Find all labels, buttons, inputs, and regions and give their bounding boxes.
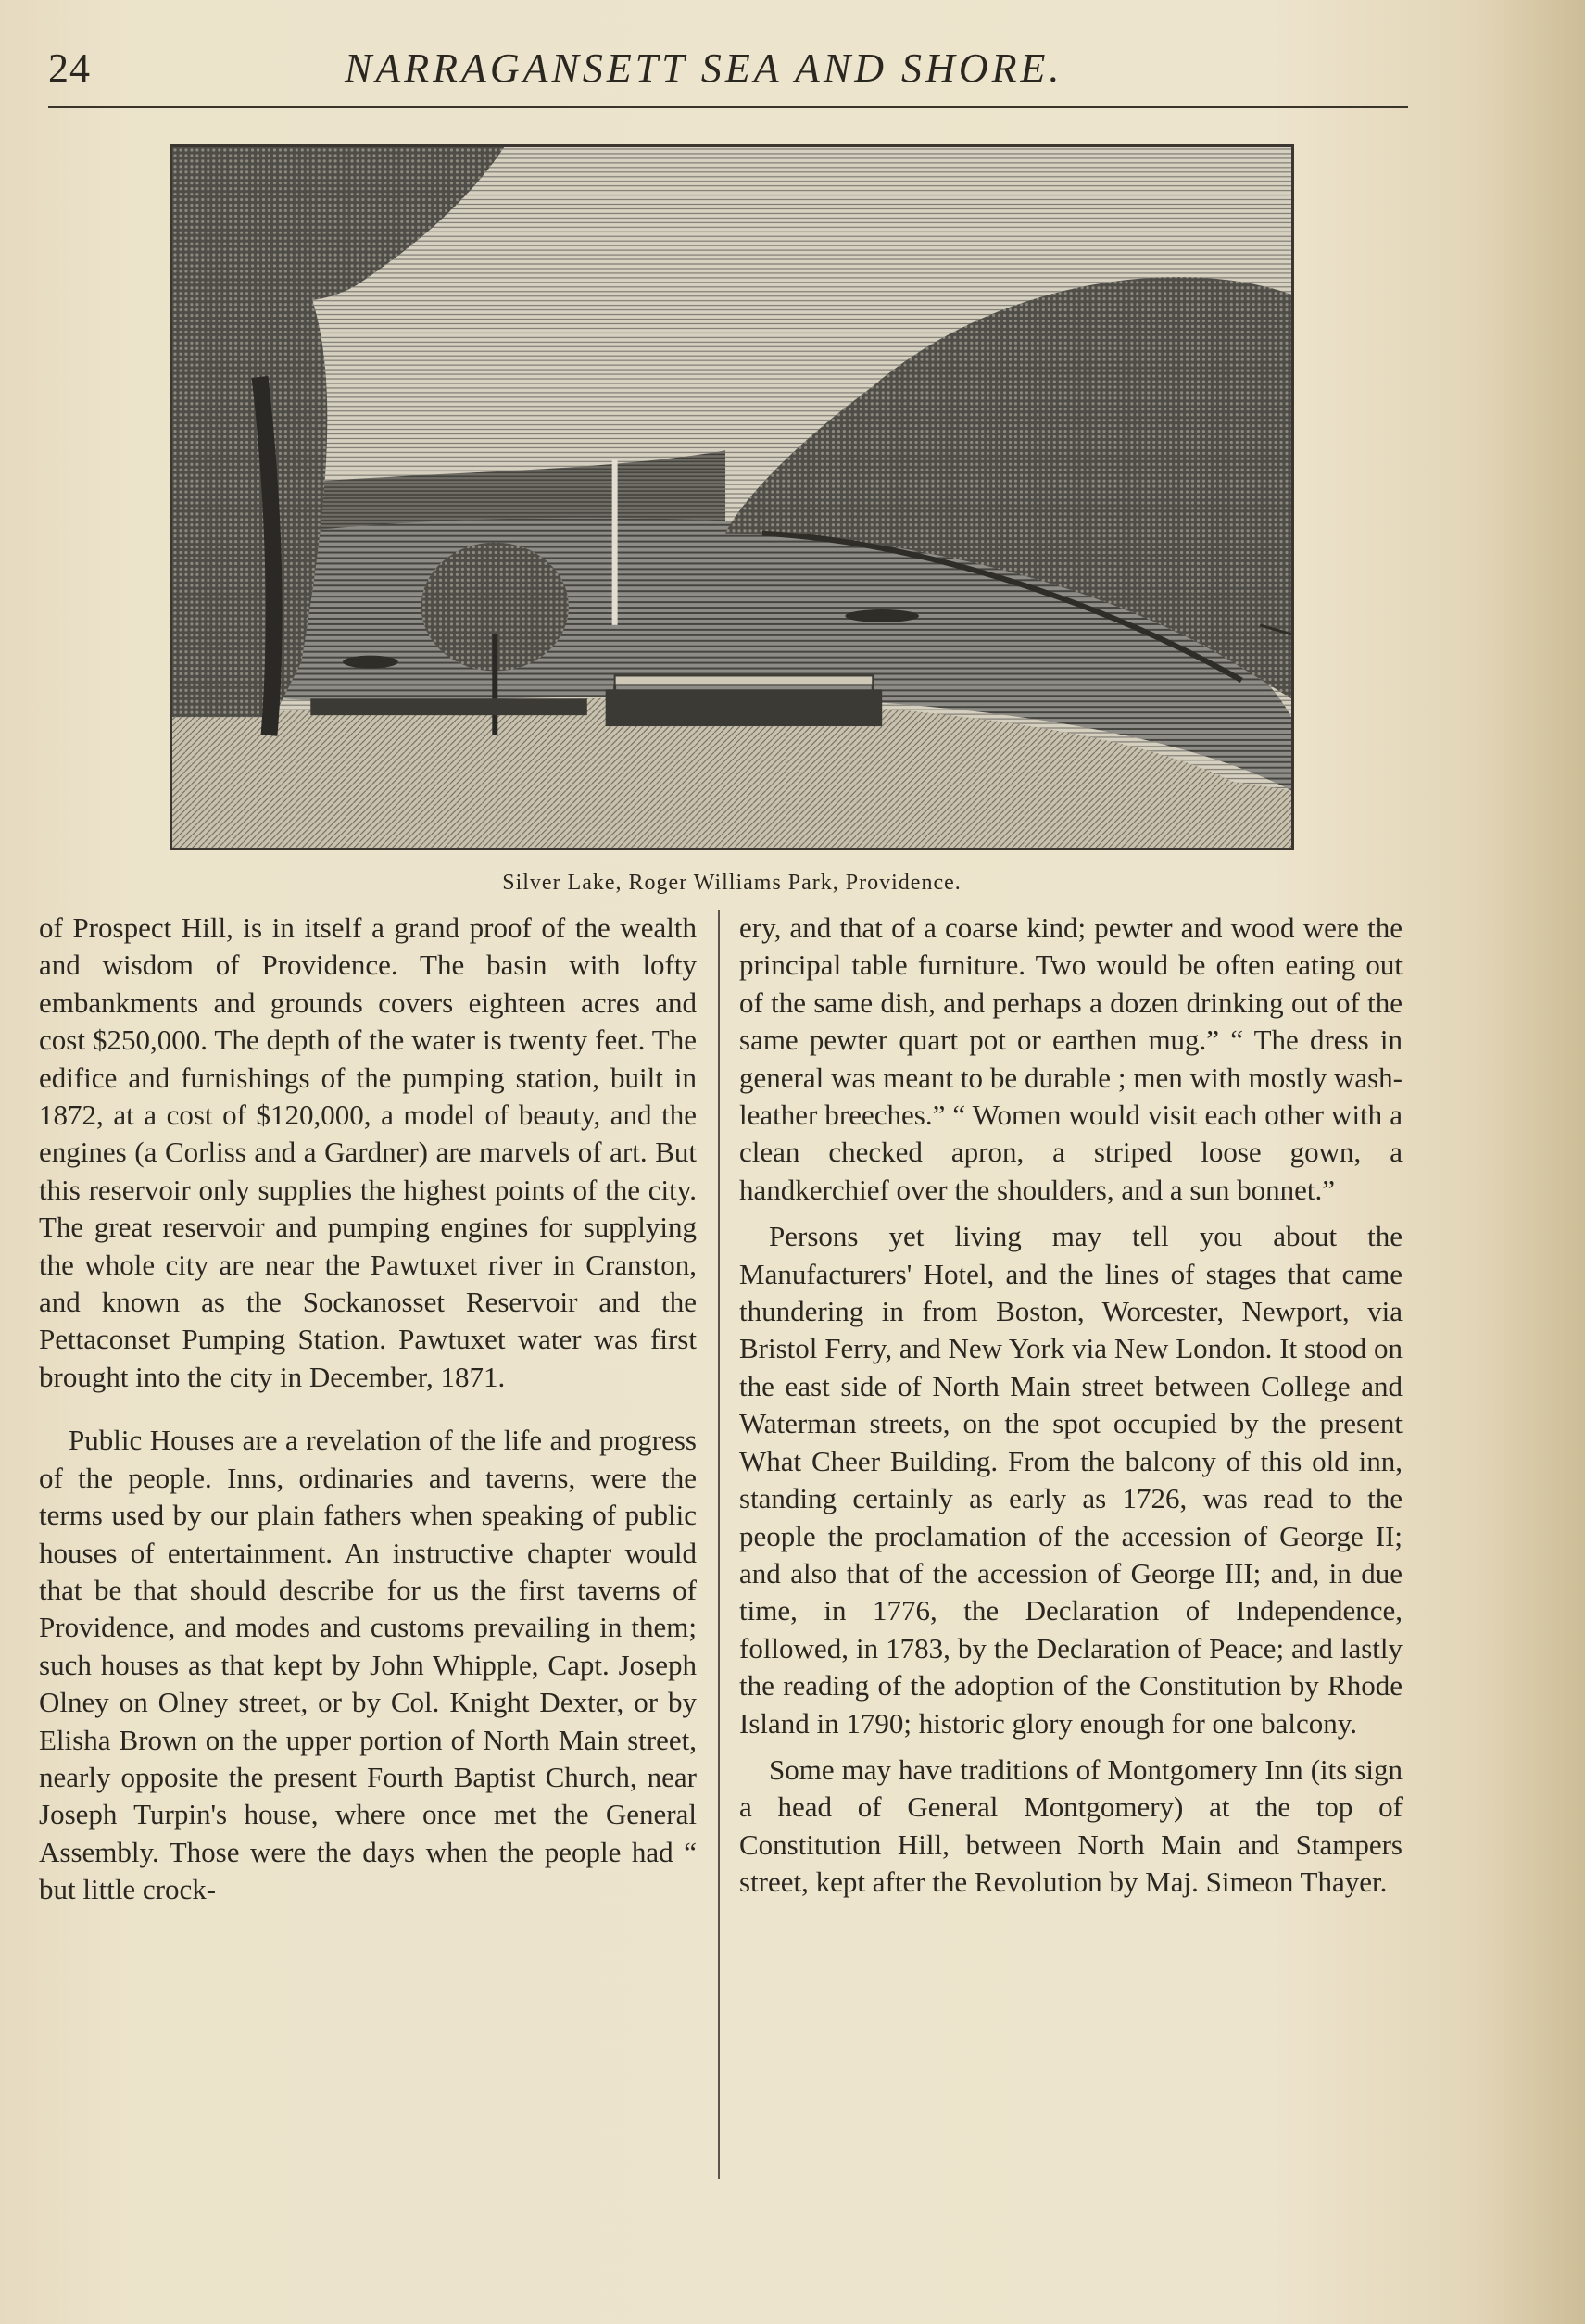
engraving-drawing — [172, 147, 1291, 848]
left-paragraph-1: of Prospect Hill, is in itself a grand proof of the wealth and wisdom of Providence. The basin with lofty embankments and grounds covers eighteen acres and cost $250,000. The depth of the water is twenty feet. The edifice and furnishings of the pumping station, built in 1872, at a cost of $120,000, a model of beauty, and the engines (a Corliss and a Gardner) are marvels of art. But this reservoir only supplies the highest points of the city. The great reservoir and pumping engines for supplying the whole city are near the Pawtuxet river in Cranston, and known as the Sockanosset Reservoir and the Pettaconset Pumping Station. Pawtuxet water was first brought into the city in December, 1871. — [39, 911, 697, 1393]
running-title: NARRAGANSETT SEA AND SHORE. — [345, 45, 1063, 91]
page-number: 24 — [48, 45, 91, 91]
left-paragraph-2: Public Houses are a revelation of the life and progress of the people. Inns, ordinaries and taverns, were the terms used by our plain fathers when speaking of public houses of entertainment. An instructive chapter would that be that should describe for us the first taverns of Providence, and modes and customs prevailing in them; such houses as that kept by John Whipple, Capt. Joseph Olney on Olney street, or by Col. Knight Dexter, or by Elisha Brown on the upper portion of North Main street, nearly opposite the present Fourth Baptist Church, near Joseph Turpin's house, where once met the General Assembly. Those were the days when the people had “ but little crock- — [39, 1424, 697, 1906]
right-paragraph-2: Persons yet living may tell you about the Manufacturers' Hotel, and the lines of stages that came thundering in from Boston, Worcester, Newport, via Bristol Ferry, and New York via New London. It stood on the east side of North Main street between College and Waterman streets, on the spot occupied by the present What Cheer Building. From the balcony of this old inn, standing certainly as early as 1726, was read to the people the proclamation of the accession of George II; and also that of the accession of George III; and, in due time, in 1776, the Declaration of Independence, followed, in 1783, by the Declaration of Peace; and lastly the reading of the adoption of the Constitution by Rhode Island in 1790; historic glory enough for one balcony. — [739, 1220, 1403, 1740]
column-divider — [718, 910, 720, 2179]
right-paragraph-3: Some may have traditions of Montgomery Inn (its sign a head of General Montgomery) at the top of Constitution Hill, between North Main and Stampers street, kept after the Revolution by Maj. Simeon Thayer. — [739, 1752, 1403, 1899]
right-column — [739, 910, 1403, 1902]
silver-lake-engraving — [170, 144, 1294, 850]
page-header — [48, 41, 1410, 106]
right-paragraph-1: ery, and that of a coarse kind; pewter and wood were the principal table furniture. Two would be often eating out of the same dish, and perhaps a dozen drinking out of the same pewter quart pot or earthen mug.” “ The dress in general was meant to be durable ; men with mostly wash-leather breeches.” “ Women would visit each other with a clean checked apron, a striped loose gown, a handkerchief over the shoulders, and a sun bonnet.” — [739, 911, 1403, 1206]
left-column — [39, 910, 697, 1909]
header-rule — [48, 106, 1408, 108]
illustration-caption: Silver Lake, Roger Williams Park, Providence. — [502, 871, 962, 895]
